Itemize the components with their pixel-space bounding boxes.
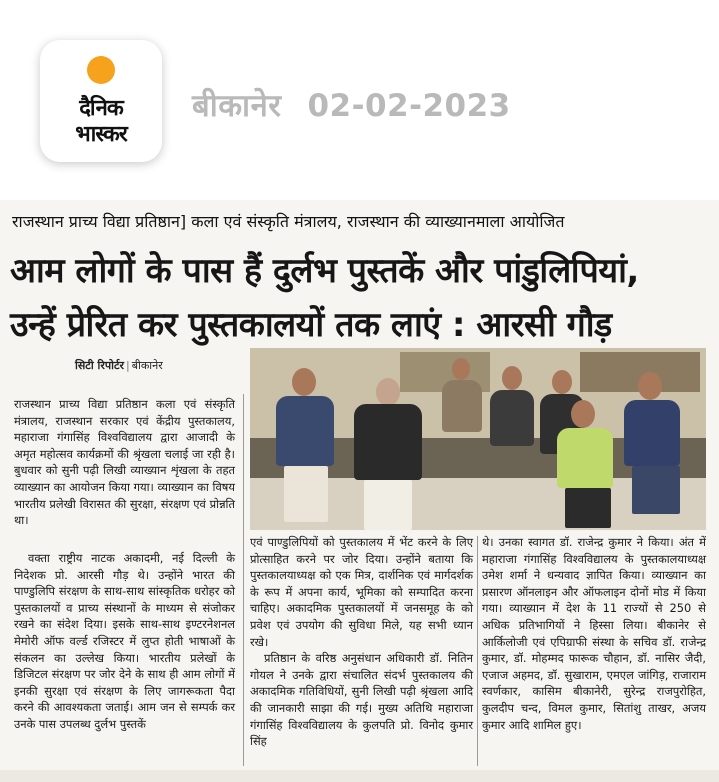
header-bar	[0, 0, 719, 200]
byline-city: बीकानेर	[131, 359, 163, 372]
paragraph-intro: राजस्थान प्राच्य विद्या प्रतिष्ठान कला एवं संस्कृति मंत्रालय, राजस्थान सरकार एवं केंद्रीय पुस्तकालय, महाराजा गंगासिंह विश्वविद्यालय द्वारा आजादी के अमृत महोत्सव कार्यक्रमों की श्रृंखला चलाई जा रही है। बुधवार को सुनी पढ़ी लिखी व्याख्यान शृंखला के तहत व्याख्यान का आयोजन किया गया। व्याख्यान का विषय भारतीय प्रलेखी विरासत की सुरक्षा, संरक्षण एवं प्रोन्नति था।	[14, 397, 235, 528]
byline-separator: |	[126, 359, 130, 372]
newspaper-logo	[40, 40, 162, 162]
headline-line-2: उन्हें प्रेरित कर पुस्तकालयों तक लाएं : आरसी गौड़	[10, 305, 612, 345]
column-divider	[477, 536, 478, 766]
logo-word-2: भास्कर	[75, 122, 127, 147]
edition-city: बीकानेर	[192, 88, 282, 124]
paragraph-speaker: वक्ता राष्ट्रीय नाटक अकादमी, नई दिल्ली के निदेशक प्रो. आरसी गौड़ थे। उन्होंने भारत की पाण्डुलिपि संरक्षण के साथ-साथ सांस्कृतिक धरोहर को पुस्तकालयों व प्राच्य संस्थानों के माध्यम से संजोकर रखने का संदेश दिया। इसके साथ-साथ इण्टरनेशनल मेमोरी ऑफ वर्ल्ड रजिस्टर में लुप्त होती भाषाओं के संकलन का उल्लेख किया। भारतीय प्रलेखों के डिजिटल संरक्षण पर जोर देने के साथ ही आम लोगों में इनकी सुरक्षा एवं संरक्षण के लिए जागरूकता पैदा करने की आवश्यकता जताई। आम जन से सम्पर्क कर उनके पास उपलब्ध दुर्लभ पुस्तकें	[14, 551, 235, 731]
headline-line-1: आम लोगों के पास हैं दुर्लभ पुस्तकें और पांडुलिपियां,	[10, 251, 639, 291]
column-1-top	[14, 396, 235, 529]
byline-reporter: सिटी रिपोर्टर	[75, 359, 124, 372]
clipping-bottom-edge	[0, 770, 719, 782]
paragraph-library: एवं पाण्डुलिपियों को पुस्तकालय में भेंट करने के लिए प्रोत्साहित करने पर जोर दिया। उन्होंने बताया कि पुस्तकालयाध्यक्ष को एक मित्र, दार्शनिक एवं मार्गदर्शक के रूप में अपना कार्य, भूमिका को सम्पादित करना चाहिए। अकादमिक पुस्तकालयों में जनसमूह के को प्रवेश एवं उपयोग की सुविधा मिले, यह सभी ध्यान रखे।	[250, 535, 473, 649]
event-photo	[250, 348, 706, 530]
column-3	[482, 534, 706, 733]
edition-date: 02-02-2023	[307, 88, 511, 124]
column-2	[250, 534, 473, 750]
logo-word-1: दैनिक	[79, 96, 123, 121]
edition-line	[192, 84, 511, 126]
paragraph-officer: प्रतिष्ठान के वरिष्ठ अनुसंधान अधिकारी डॉ. नितिन गोयल ने उनके द्वारा संचालित संदर्भ पुस्तकालय की अकादमिक गतिविधियों, सुनी लिखी पढ़ी श्रृंखला आदि की जानकारी साझा की गई। मुख्य अतिथि महाराजा गंगासिंह विश्वविद्यालय के कुलपति प्रो. विनोद कुमार सिंह	[250, 651, 473, 749]
sun-icon	[87, 56, 115, 84]
article-kicker: राजस्थान प्राच्य विद्या प्रतिष्ठान] कला एवं संस्कृति मंत्रालय, राजस्थान की व्याख्यानमाला आयोजित	[12, 212, 565, 231]
paragraph-participants: थे। उनका स्वागत डॉ. राजेन्द्र कुमार ने किया। अंत में महाराजा गंगासिंह विश्वविद्यालय के पुस्तकालयाध्यक्ष उमेश शर्मा ने धन्यवाद ज्ञापित किया। व्याख्यान का प्रसारण ऑनलाइन और ऑफलाइन दोनों मोड में किया गया। व्याख्यान में देश के 11 राज्यों से 250 से अधिक प्रतिभागियों ने हिस्सा लिया। बीकानेर से आर्किलोजी एवं एपिग्राफी संस्था के सचिव डॉ. राजेन्द्र कुमार, डॉ. मोहम्मद फारूक चौहान, डॉ. नासिर जैदी, एजाज अहमद, डॉ. सुखाराम, एमएल जांगिड़, राजाराम स्वर्णकार, कासिम बीकानेरी, सुरेन्द्र राजपुरोहित, कुलदीप चन्द, विमल कुमार, सितांशु ताखर, अजय कुमार आदि शामिल हुए।	[482, 535, 706, 732]
byline	[75, 358, 163, 373]
column-1-bottom	[14, 550, 235, 733]
column-divider	[243, 394, 244, 766]
